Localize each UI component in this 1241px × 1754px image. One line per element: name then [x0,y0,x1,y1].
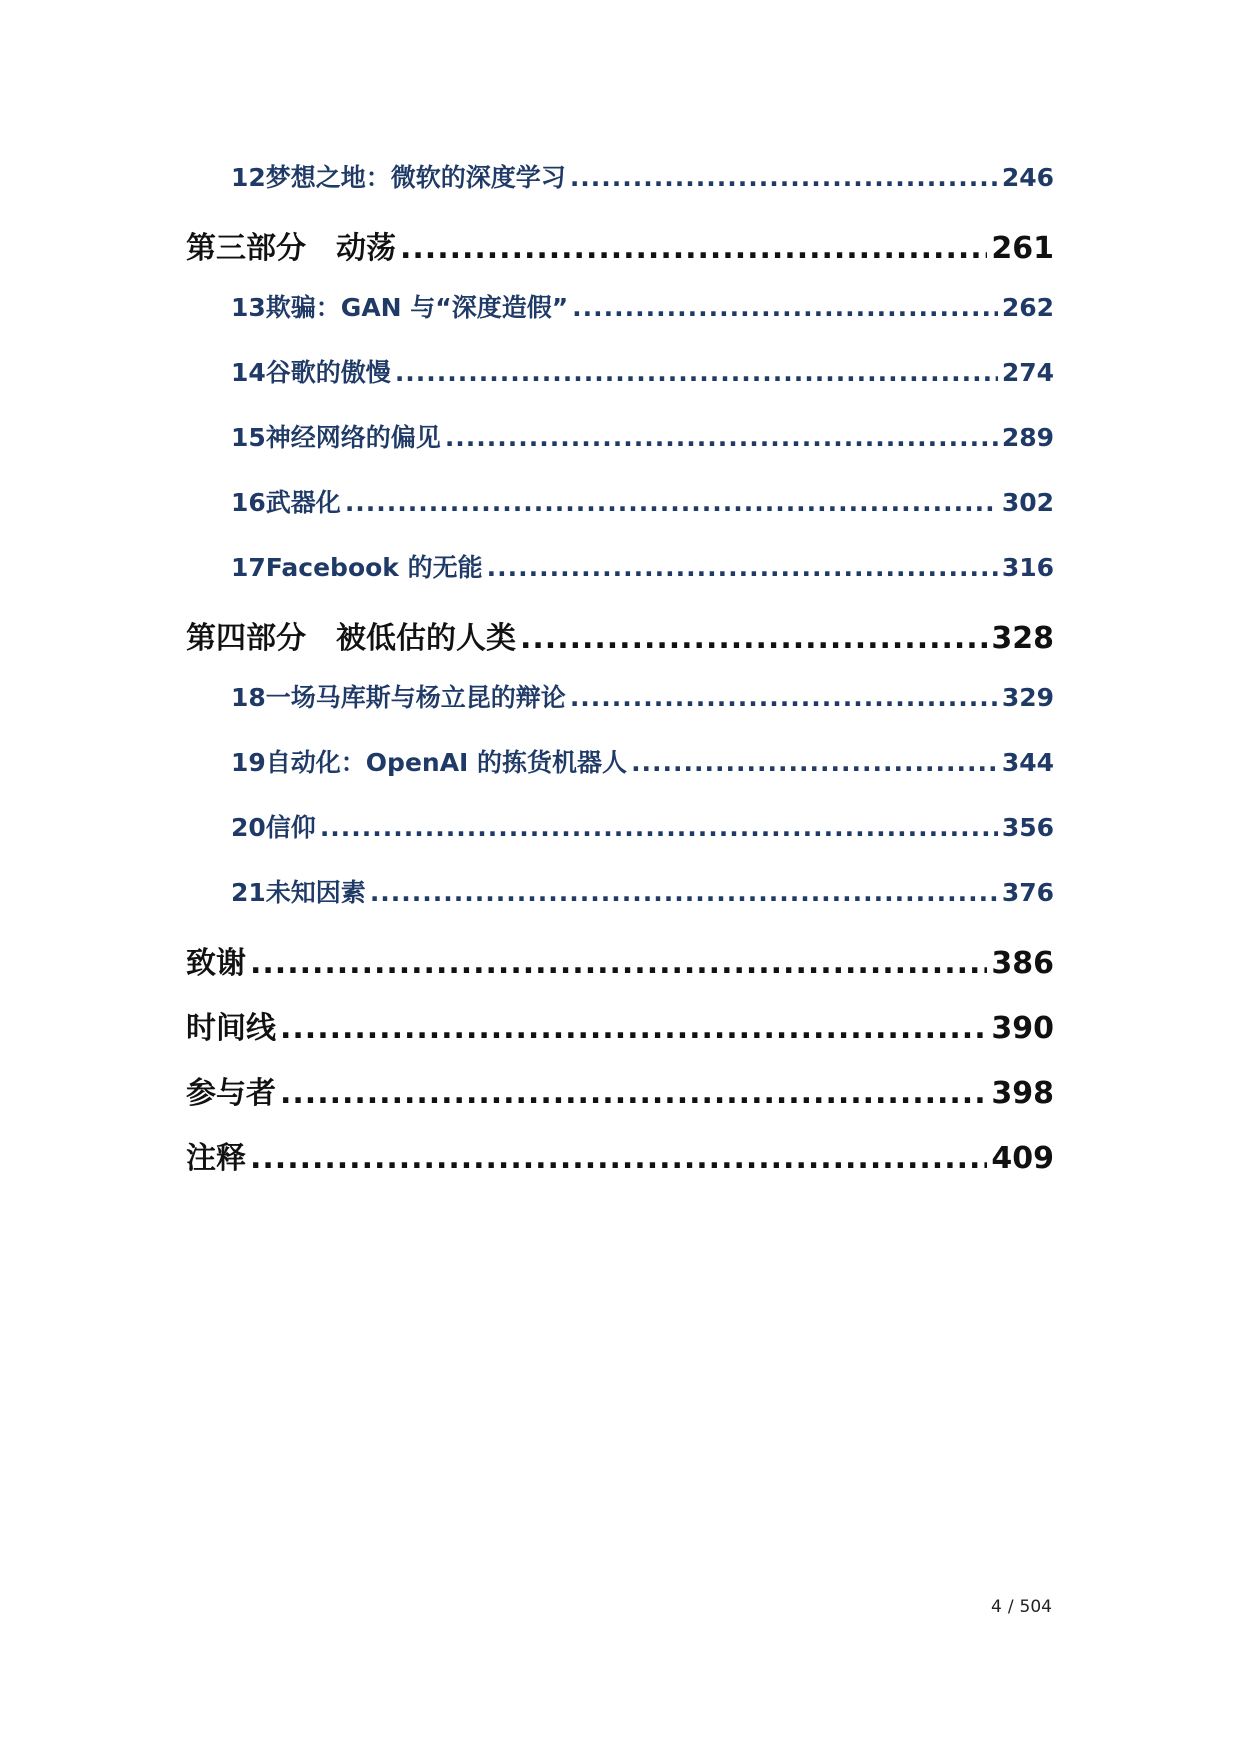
current-page-number: 4 [990,1597,1002,1617]
page-number: 356 [1001,813,1054,842]
page-number: 329 [1001,683,1054,712]
part-title: 第三部分 动荡 [186,231,396,266]
page-indicator [991,1597,1052,1617]
chapter-number: 15 [231,423,266,452]
toc-entry-timeline[interactable] [186,1003,1054,1068]
toc-entry-ch15[interactable] [186,418,1054,483]
dot-leader [370,878,998,907]
toc-entry-ch18[interactable] [186,678,1054,743]
chapter-title: 谷歌的傲慢 [265,358,391,387]
page-number: 398 [991,1076,1054,1111]
toc-entry-ch13[interactable] [186,288,1054,353]
chapter-number: 16 [231,488,266,517]
page-number: 274 [1001,358,1054,387]
chapter-number: 13 [231,293,266,322]
toc-entry-ch16[interactable] [186,483,1054,548]
page-number: 344 [1001,748,1054,777]
chapter-title: Facebook 的无能 [265,553,483,582]
dot-leader [570,163,998,192]
part-title: 第四部分 被低估的人类 [186,621,516,656]
page-number: 262 [1001,293,1054,322]
part-title: 致谢 [186,946,246,981]
chapter-number: 21 [231,878,266,907]
part-title: 时间线 [186,1011,276,1046]
dot-leader [345,488,998,517]
page-number: 390 [991,1011,1054,1046]
chapter-number: 18 [231,683,266,712]
dot-leader [487,553,998,582]
dot-leader [280,1011,987,1046]
dot-leader [631,748,998,777]
page-number: 328 [991,621,1054,656]
toc-entry-ch21[interactable] [186,873,1054,938]
chapter-number: 20 [231,813,266,842]
page-number: 376 [1001,878,1054,907]
chapter-title: 梦想之地：微软的深度学习 [265,163,566,192]
page-number: 316 [1001,553,1054,582]
page-number: 386 [991,946,1054,981]
chapter-title: 武器化 [265,488,341,517]
page-number: 302 [1001,488,1054,517]
dot-leader [570,683,998,712]
table-of-contents [186,158,1054,1198]
chapter-title: 未知因素 [265,878,366,907]
chapter-title: 自动化：OpenAI 的拣货机器人 [265,748,628,777]
dot-leader [250,1141,987,1176]
toc-entry-participants[interactable] [186,1068,1054,1133]
chapter-number: 12 [231,163,266,192]
dot-leader [395,358,998,387]
dot-leader [400,231,987,266]
toc-entry-acknowledgements[interactable] [186,938,1054,1003]
page-separator: / [1007,1597,1014,1617]
page-number: 289 [1001,423,1054,452]
dot-leader [280,1076,987,1111]
part-title: 参与者 [186,1076,276,1111]
dot-leader [250,946,987,981]
dot-leader [320,813,998,842]
toc-entry-ch14[interactable] [186,353,1054,418]
toc-entry-part4[interactable] [186,613,1054,678]
toc-entry-part3[interactable] [186,223,1054,288]
toc-entry-ch17[interactable] [186,548,1054,613]
chapter-number: 19 [231,748,266,777]
toc-entry-ch12[interactable] [186,158,1054,223]
chapter-number: 14 [231,358,266,387]
page-number: 261 [991,231,1054,266]
chapter-title: 神经网络的偏见 [265,423,441,452]
chapter-title: 欺骗：GAN 与“深度造假” [265,293,569,322]
dot-leader [520,621,987,656]
chapter-title: 一场马库斯与杨立昆的辩论 [265,683,566,712]
page-number: 246 [1001,163,1054,192]
dot-leader [572,293,998,322]
toc-entry-notes[interactable] [186,1133,1054,1198]
toc-entry-ch20[interactable] [186,808,1054,873]
chapter-title: 信仰 [265,813,316,842]
chapter-number: 17 [231,553,266,582]
part-title: 注释 [186,1141,246,1176]
total-page-count: 504 [1019,1597,1052,1617]
toc-entry-ch19[interactable] [186,743,1054,808]
dot-leader [445,423,998,452]
page-number: 409 [991,1141,1054,1176]
